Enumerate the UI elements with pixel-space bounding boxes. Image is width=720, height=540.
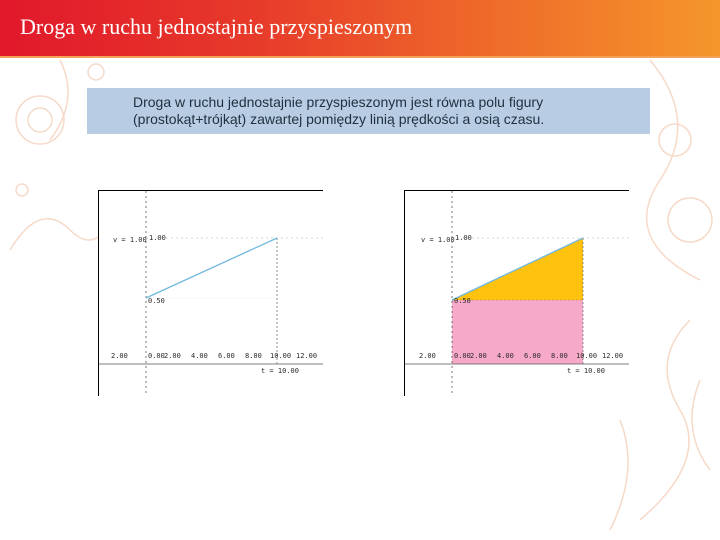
x-tick: 8.00 [551, 352, 568, 360]
x-tick: 2.00 [164, 352, 181, 360]
velocity-graph-line [98, 190, 323, 396]
t-readout: t = 10.00 [567, 367, 605, 375]
velocity-graph-area-svg [405, 191, 629, 396]
x-tick: 12.00 [602, 352, 624, 360]
x-tick: 0.00 [148, 352, 165, 360]
title-bar [0, 0, 720, 56]
x-neg-tick: 2.00 [419, 352, 436, 360]
t-readout: t = 10.00 [261, 367, 299, 375]
velocity-line [146, 238, 277, 298]
v-readout: v = 1.00 [113, 236, 147, 244]
v-readout: v = 1.00 [421, 236, 455, 244]
x-tick: 8.00 [245, 352, 262, 360]
y-top-tick: 1.00 [455, 234, 472, 242]
velocity-graph-area [404, 190, 629, 396]
x-neg-tick: 2.00 [111, 352, 128, 360]
velocity-graph-line-svg [99, 191, 323, 396]
x-tick: 12.00 [296, 352, 318, 360]
y-mid-tick: 0.50 [454, 297, 471, 305]
title-divider [0, 56, 720, 58]
x-tick: 4.00 [497, 352, 514, 360]
description-text: Droga w ruchu jednostajnie przyspieszonym jest równa polu figury (prostokąt+trójkąt) zawartej pomiędzy linią prędkości a osią czasu. [133, 94, 545, 127]
x-tick: 10.00 [270, 352, 292, 360]
x-tick: 10.00 [576, 352, 598, 360]
description-box [87, 88, 650, 134]
slide-title: Droga w ruchu jednostajnie przyspieszonym [20, 14, 413, 39]
x-tick: 6.00 [524, 352, 541, 360]
x-tick: 6.00 [218, 352, 235, 360]
y-mid-tick: 0.50 [148, 297, 165, 305]
x-tick: 0.00 [454, 352, 471, 360]
x-tick: 4.00 [191, 352, 208, 360]
x-tick: 2.00 [470, 352, 487, 360]
y-top-tick: 1.00 [149, 234, 166, 242]
